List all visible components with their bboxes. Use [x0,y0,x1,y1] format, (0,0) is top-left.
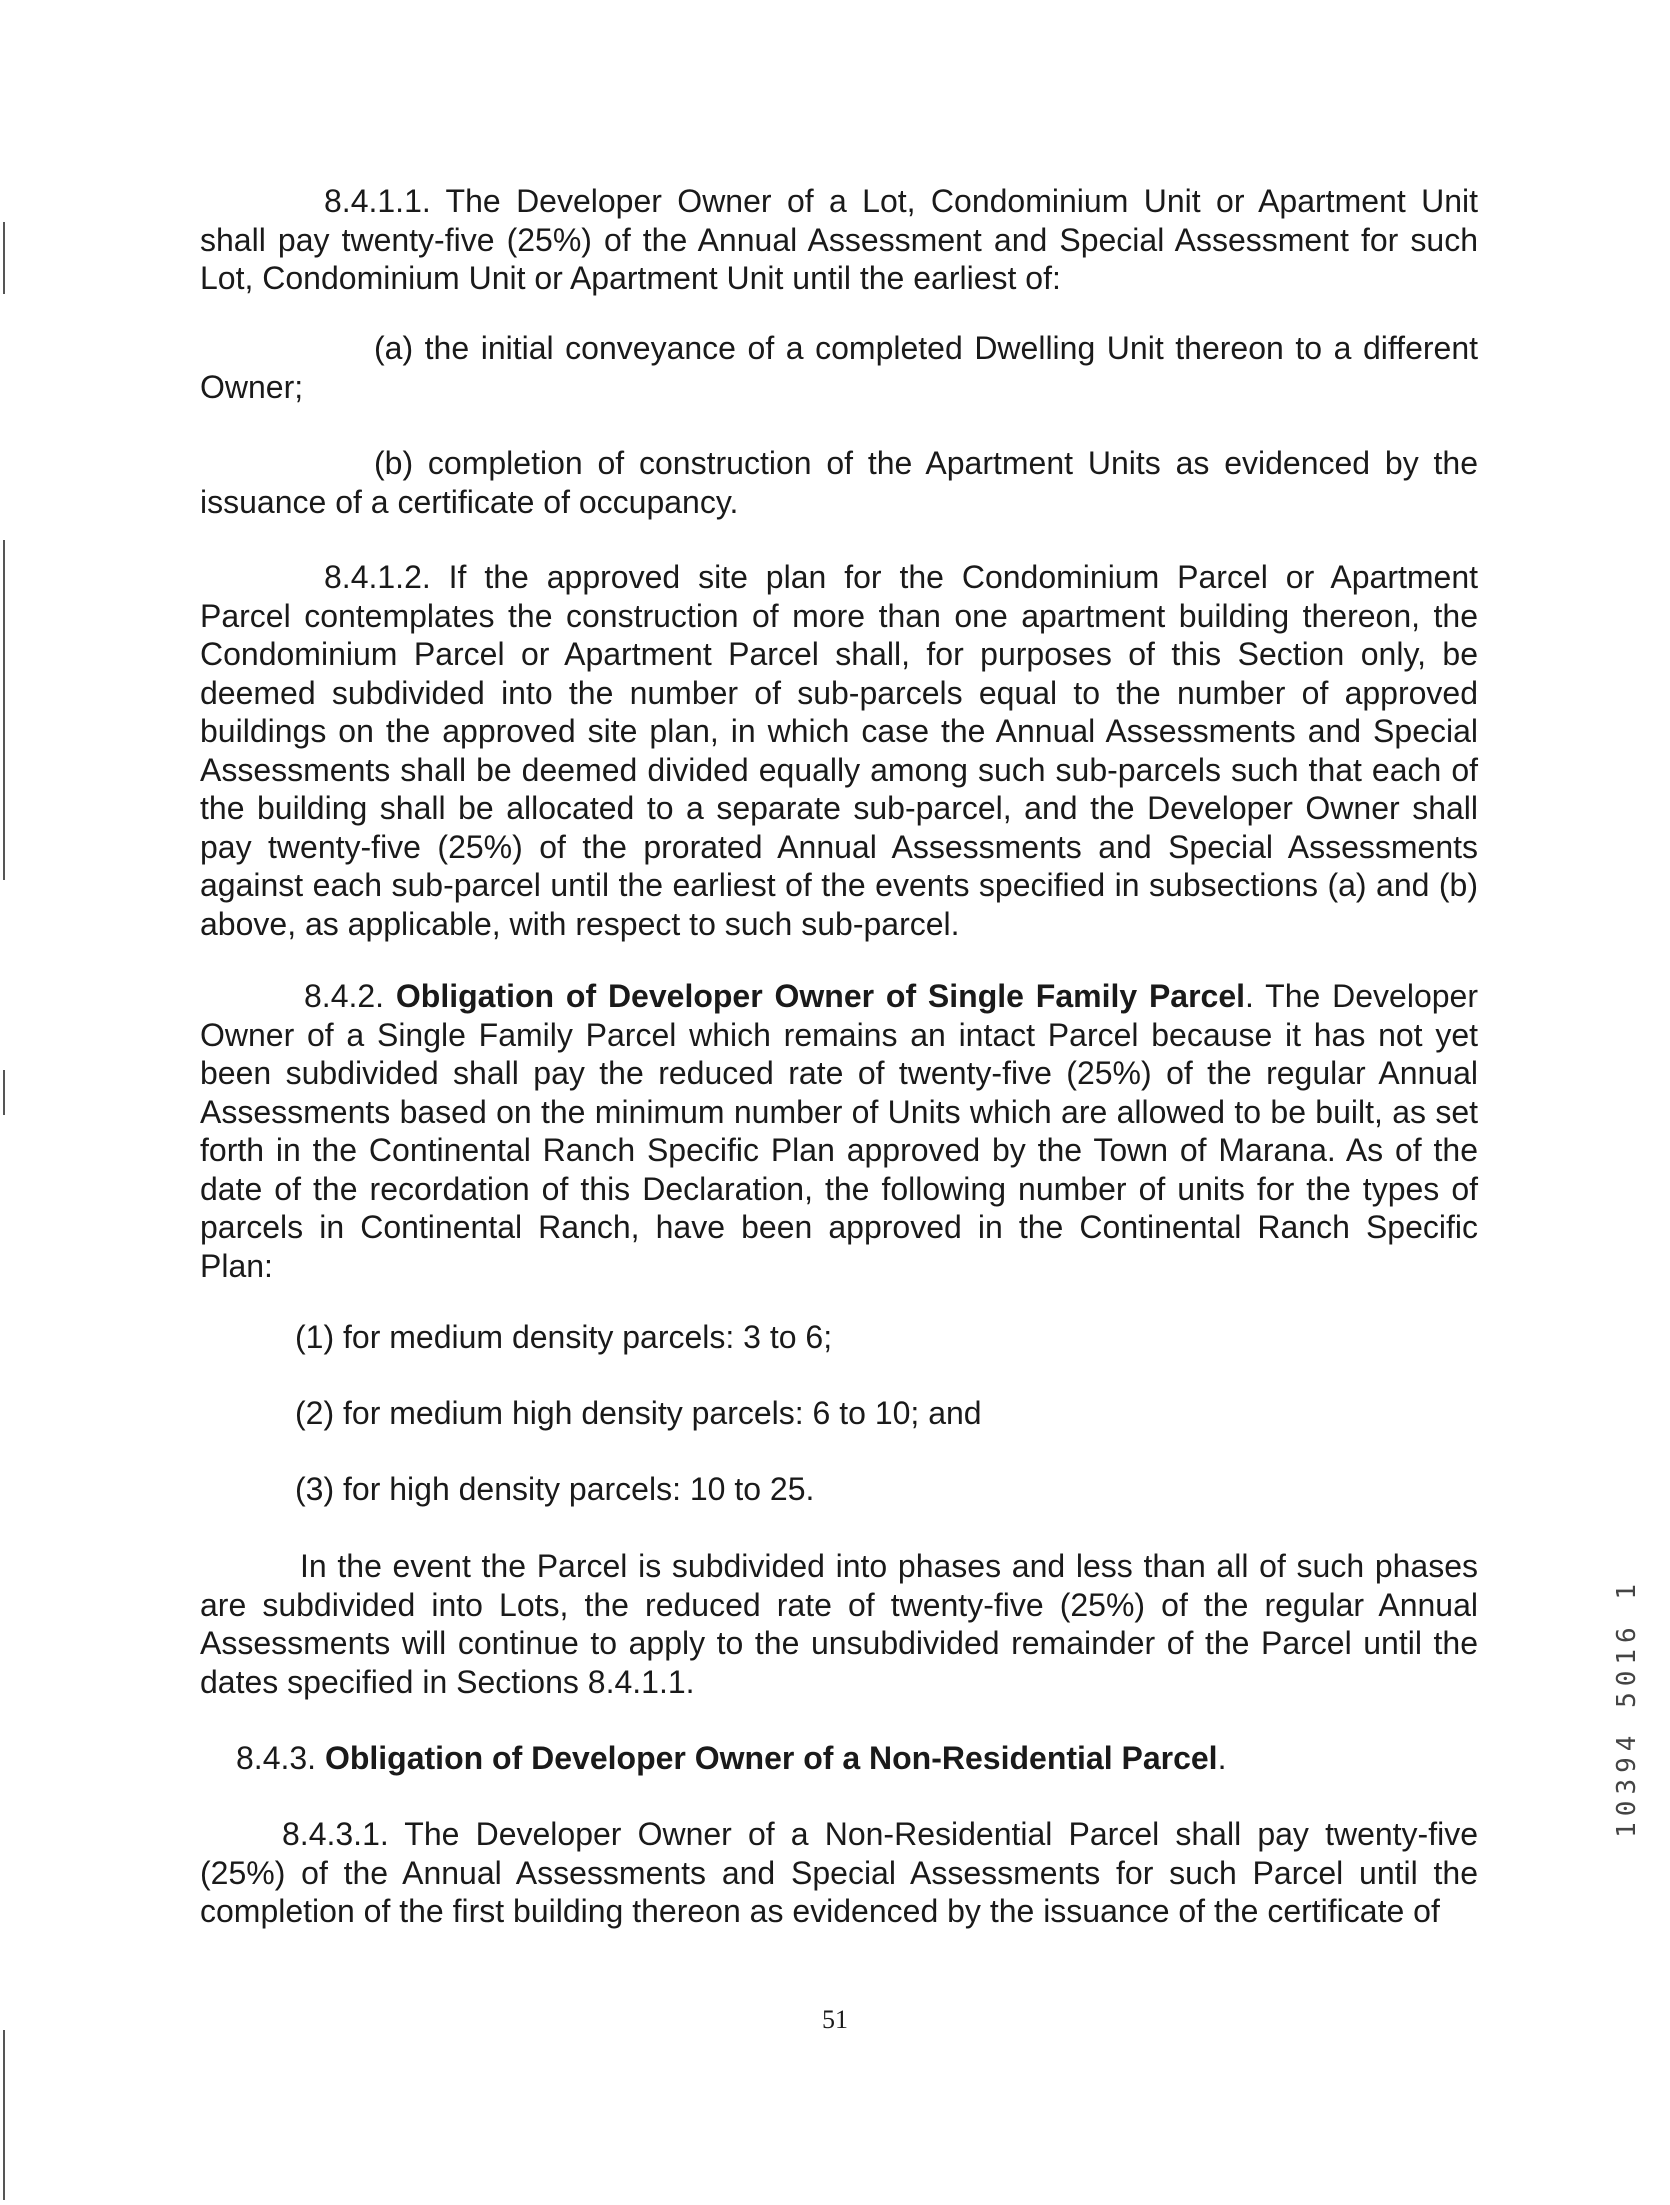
paragraph-8-4-2 [200,977,1478,1285]
paragraph-8-4-3 [200,1739,1478,1778]
recording-stamp: 10394 5016 1 [1612,1578,1642,1838]
section-body: . The Developer Owner of a Single Family Parcel which remains an intact Parcel because it has not yet been subdivided shall pay the reduced rate of twenty-five (25%) of the regular Annual Assessments based on the minimum number of Units which are allowed to be built, as set forth in the Continental Ranch Specific Plan approved by the Town of Marana. As of the date of the recordation of this Declaration, the following number of units for the types of parcels in Continental Ranch, have been approved in the Continental Ranch Specific Plan: [200,978,1479,1284]
margin-revision-bar [3,1070,5,1115]
paragraph-8-4-1-2: 8.4.1.2. If the approved site plan for the Condominium Parcel or Apartment Parcel contemplates the construction of more than one apartment building thereon, the Condominium Parcel or Apartment Parcel shall, for purposes of this Section only, be deemed subdivided into the number of sub-parcels equal to the number of approved buildings on the approved site plan, in which case the Annual Assessments and Special Assessments shall be deemed divided equally among such sub-parcels such that each of the building shall be allocated to a separate sub-parcel, and the Developer Owner shall pay twenty-five (25%) of the prorated Annual Assessments and Special Assessments against each sub-parcel until the earliest of the events specified in subsections (a) and (b) above, as applicable, with respect to such sub-parcel. [200,559,1478,942]
list-item: (3) for high density parcels: 10 to 25. [295,1471,815,1507]
section-heading-period: . [1217,1740,1227,1776]
margin-revision-bar [3,540,5,880]
paragraph-8-4-1-1-a: (a) the initial conveyance of a completed Dwelling Unit thereon to a different Owner; [200,330,1478,405]
section-number: 8.4.3. [236,1740,317,1776]
paragraph-subdivided-phases: In the event the Parcel is subdivided into phases and less than all of such phases are subdivided into Lots, the reduced rate of twenty-five (25%) of the regular Annual Assessments will continue to apply to the unsubdivided remainder of the Parcel until the dates specified in Sections 8.4.1.1. [200,1548,1478,1700]
list-item: (1) for medium density parcels: 3 to 6; [295,1319,833,1355]
section-heading: Obligation of Developer Owner of Single Family Parcel [395,978,1246,1014]
margin-revision-bar [3,222,5,294]
margin-revision-bar [3,2030,5,2200]
section-heading: Obligation of Developer Owner of a Non-Residential Parcel [324,1740,1218,1776]
list-item: (2) for medium high density parcels: 6 to 10; and [295,1395,982,1431]
page-number: 51 [822,2005,848,2034]
paragraph-8-4-3-1: 8.4.3.1. The Developer Owner of a Non-Residential Parcel shall pay twenty-five (25%) of the Annual Assessments and Special Assessments for such Parcel until the completion of the first building thereon as evidenced by the issuance of the certificate of [200,1816,1478,1929]
paragraph-8-4-1-1-b: (b) completion of construction of the Apartment Units as evidenced by the issuance of a certificate of occupancy. [200,445,1478,520]
section-number: 8.4.2. [304,978,385,1014]
paragraph-8-4-1-1: 8.4.1.1. The Developer Owner of a Lot, Condominium Unit or Apartment Unit shall pay twenty-five (25%) of the Annual Assessment and Special Assessment for such Lot, Condominium Unit or Apartment Unit until the earliest of: [200,183,1478,296]
